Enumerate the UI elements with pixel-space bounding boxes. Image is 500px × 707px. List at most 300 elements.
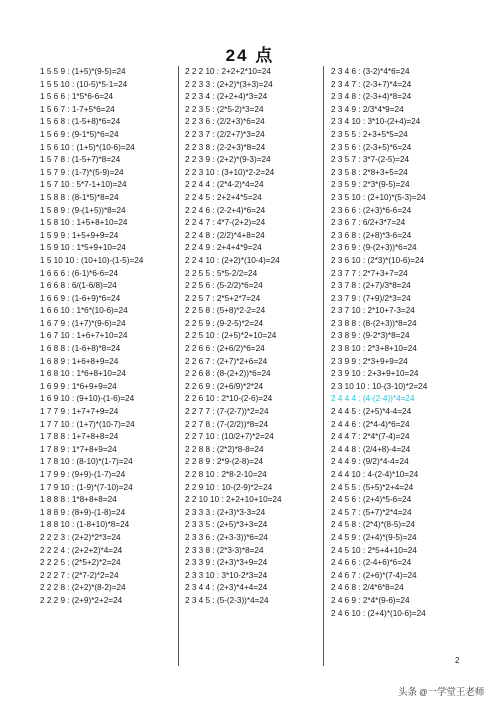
solution-expression: (2-3+5)*6=24 xyxy=(362,142,412,152)
solution-expression: 1+7+7+9=24 xyxy=(71,407,119,417)
solution-row xyxy=(185,381,335,394)
number-set: 2 2 7 7 : xyxy=(185,407,215,417)
page-number: 2 xyxy=(455,656,460,665)
solution-expression: 1*5*6-6=24 xyxy=(71,92,114,102)
solution-row xyxy=(185,255,335,268)
solution-expression: (2+4)*(9-5)=24 xyxy=(362,532,417,542)
number-set: 1 6 7 9 : xyxy=(40,318,70,328)
solution-row xyxy=(331,343,481,356)
solution-expression: 3*7-(2-5)=24 xyxy=(362,155,410,165)
solution-row xyxy=(40,142,190,155)
solution-expression: 2*7+3+7=24 xyxy=(362,268,408,278)
number-set: 1 6 6 8 : xyxy=(40,281,70,291)
number-set: 2 4 5 9 : xyxy=(331,532,361,542)
solution-expression: (2*5+2)*2=24 xyxy=(71,558,121,568)
solution-row xyxy=(185,494,335,507)
number-set: 2 3 5 10 : xyxy=(331,192,366,202)
number-set: 2 4 4 10 : xyxy=(331,470,366,479)
solution-row xyxy=(40,179,190,192)
number-set: 2 2 7 10 : xyxy=(185,432,220,442)
solution-row xyxy=(40,104,190,117)
solution-expression: 6/(1-6/8)=24 xyxy=(71,281,117,291)
solution-row xyxy=(40,507,190,520)
number-set: 2 3 3 9 : xyxy=(185,558,215,568)
number-set: 2 3 8 9 : xyxy=(331,331,361,341)
number-set: 2 2 3 4 : xyxy=(185,92,215,102)
solution-expression: (2+2+2)*4=24 xyxy=(71,545,123,555)
solution-expression: 5*7-1+10)=24 xyxy=(76,180,127,190)
solution-expression: (2-3+4)*8=24 xyxy=(362,92,412,102)
solution-row xyxy=(331,66,481,79)
solution-expression: (2+4)*5-6=24 xyxy=(362,495,412,505)
solution-expression: (2+6/2)*6=24 xyxy=(216,344,265,354)
solution-expression: 2*10-(2-6)=24 xyxy=(221,394,273,404)
solution-row xyxy=(185,330,335,343)
solution-expression: 2/4*6*8=24 xyxy=(362,583,404,593)
number-set: 1 5 6 7 : xyxy=(40,104,70,114)
solution-row xyxy=(331,91,481,104)
solution-expression: (5-2/2)*6=24 xyxy=(216,281,263,291)
solution-row xyxy=(40,66,190,79)
solution-row xyxy=(40,595,190,608)
number-set: 2 2 3 9 : xyxy=(185,155,215,165)
number-set: 2 2 6 8 : xyxy=(185,369,215,379)
solution-expression: 3*10-2*3=24 xyxy=(221,570,268,580)
solution-row xyxy=(40,91,190,104)
number-set: 1 7 8 9 : xyxy=(40,444,70,454)
solution-row xyxy=(331,104,481,117)
solution-expression: (2*4-4)*6=24 xyxy=(362,419,410,429)
solution-expression: (3+10)*2-2=24 xyxy=(221,167,275,177)
number-set: 2 3 5 6 : xyxy=(331,142,361,152)
solution-expression: (9-2-5)*2=24 xyxy=(216,318,264,328)
number-set: 2 2 5 10 : xyxy=(185,331,220,341)
solution-row xyxy=(40,557,190,570)
solution-row xyxy=(40,116,190,129)
solution-row xyxy=(331,419,481,432)
solution-expression: (8-10)*(1-7)=24 xyxy=(76,457,133,467)
solution-row xyxy=(40,406,190,419)
solution-expression: 3*10-(2+4)=24 xyxy=(367,117,421,127)
solution-expression: (2*3)*(10-6)=24 xyxy=(367,255,425,265)
number-set: 2 4 6 7 : xyxy=(331,570,361,580)
solution-row xyxy=(331,318,481,331)
number-set: 2 3 8 8 : xyxy=(331,318,361,328)
number-set: 2 4 5 7 : xyxy=(331,507,361,517)
solution-row xyxy=(40,318,190,331)
number-set: 1 5 9 9 : xyxy=(40,230,70,240)
solution-row xyxy=(331,293,481,306)
solution-row xyxy=(331,330,481,343)
solution-expression: (2+2)*(10-4)=24 xyxy=(221,255,280,265)
number-set: 1 5 8 10 : xyxy=(40,218,75,228)
number-set: 2 3 3 5 : xyxy=(185,520,215,530)
number-set: 2 4 4 4 : xyxy=(331,394,361,404)
number-set: 2 3 3 10 : xyxy=(185,570,220,580)
solution-expression: (10-5)*5-1=24 xyxy=(76,79,128,89)
solution-expression: (5+5)*2+4=24 xyxy=(362,482,414,492)
solution-row xyxy=(185,192,335,205)
number-set: 1 6 9 9 : xyxy=(40,381,70,391)
number-set: 1 6 9 10 : xyxy=(40,394,75,404)
number-set: 2 4 6 10 : xyxy=(331,608,366,618)
number-set: 2 3 4 4 : xyxy=(185,583,215,593)
number-set: 2 3 3 6 : xyxy=(185,532,215,542)
number-set: 1 7 9 10 : xyxy=(40,482,75,492)
solution-expression: (1+7)*(9-6)=24 xyxy=(71,318,126,328)
solution-row xyxy=(185,532,335,545)
solution-row xyxy=(331,557,481,570)
solution-expression: (1-5+8)*6=24 xyxy=(71,117,121,127)
number-set: 1 5 7 9 : xyxy=(40,167,70,177)
solution-expression: 1+5+9+9=24 xyxy=(71,230,119,240)
solution-row xyxy=(185,393,335,406)
column-divider xyxy=(178,66,179,666)
solution-expression: (1-5+7)*8=24 xyxy=(71,155,121,165)
number-set: 2 2 8 8 : xyxy=(185,444,215,454)
number-set: 1 5 6 10 : xyxy=(40,142,75,152)
solution-expression: 4*7-(2+2)=24 xyxy=(216,218,266,228)
number-set: 2 4 6 8 : xyxy=(331,583,361,593)
solution-row xyxy=(331,393,481,406)
number-set: 1 5 10 10 : xyxy=(40,255,79,265)
number-set: 2 2 9 10 : xyxy=(185,482,220,492)
number-set: 1 5 6 6 : xyxy=(40,92,70,102)
solution-expression: (2*4)*(8-5)=24 xyxy=(362,520,415,530)
number-set: 2 2 6 6 : xyxy=(185,344,215,354)
solution-row xyxy=(40,444,190,457)
number-set: 1 6 6 6 : xyxy=(40,268,70,278)
solution-row xyxy=(331,381,481,394)
solution-expression: (9-1*5)*6=24 xyxy=(71,129,119,139)
solution-expression: (2*2)*8-8=24 xyxy=(216,444,264,454)
solution-expression: 1*6*(10-6)=24 xyxy=(76,306,128,316)
solution-expression: (1+7)*(10-7)=24 xyxy=(76,419,135,429)
solution-expression: (2-2+3)*8=24 xyxy=(216,142,266,152)
solution-expression: 2+2+2*10=24 xyxy=(221,67,271,76)
column-divider xyxy=(323,66,324,666)
solution-row xyxy=(185,179,335,192)
number-set: 2 3 6 10 : xyxy=(331,255,366,265)
number-set: 2 2 2 7 : xyxy=(40,570,70,580)
solution-row xyxy=(185,431,335,444)
solution-expression: 2*9-(2-8)=24 xyxy=(216,457,264,467)
solution-row xyxy=(40,456,190,469)
solution-row xyxy=(185,456,335,469)
solution-expression: (9/2)*4-4=24 xyxy=(362,457,409,467)
number-set: 1 6 6 10 : xyxy=(40,306,75,316)
solution-row xyxy=(331,205,481,218)
solution-expression: 2+4+4*9=24 xyxy=(216,243,262,253)
solution-expression: (2+6)*(7-4)=24 xyxy=(362,570,417,580)
solution-expression: 2+2+10+10=24 xyxy=(225,495,282,505)
solution-expression: (2+3)*4+4=24 xyxy=(216,583,268,593)
solution-expression: 2*3+9+9=24 xyxy=(362,356,408,366)
watermark-author: 一学堂王老师 xyxy=(427,687,485,698)
number-set: 2 2 4 4 : xyxy=(185,180,215,190)
watermark-brand: 头条 xyxy=(398,687,418,698)
solution-row xyxy=(185,230,335,243)
number-set: 2 3 6 8 : xyxy=(331,230,361,240)
solution-row xyxy=(331,129,481,142)
solution-expression: 1+7+8+8=24 xyxy=(71,432,119,442)
solution-row xyxy=(40,305,190,318)
number-set: 1 7 7 9 : xyxy=(40,407,70,417)
solution-row xyxy=(331,532,481,545)
solution-row xyxy=(40,582,190,595)
solution-expression: (2+8)*3-6=24 xyxy=(362,230,412,240)
number-set: 2 2 4 9 : xyxy=(185,243,215,253)
solution-expression: (2+2)*(3+3)=24 xyxy=(216,79,273,89)
solution-row xyxy=(331,192,481,205)
solution-expression: 2+3+5*5=24 xyxy=(362,129,408,139)
solution-row xyxy=(185,557,335,570)
solution-row xyxy=(331,469,481,482)
solution-row xyxy=(331,570,481,583)
solution-row xyxy=(40,293,190,306)
number-set: 2 2 4 7 : xyxy=(185,218,215,228)
column-1 xyxy=(40,66,190,608)
solution-expression: 2*4*(9-6)=24 xyxy=(362,595,410,605)
page-title: 24 点 xyxy=(225,46,275,65)
number-set: 2 4 6 9 : xyxy=(331,595,361,605)
solution-row xyxy=(331,142,481,155)
number-set: 2 4 5 10 : xyxy=(331,545,366,555)
solution-row xyxy=(331,507,481,520)
solution-row xyxy=(185,66,335,79)
solution-expression: (7-(2/2))*8=24 xyxy=(216,419,269,429)
number-set: 2 2 2 8 : xyxy=(40,583,70,593)
solution-row xyxy=(40,393,190,406)
solution-expression: 1*5+9+10=24 xyxy=(76,243,126,253)
number-set: 1 5 8 9 : xyxy=(40,205,70,215)
solution-expression: 2+3+9+10=24 xyxy=(367,369,419,379)
solution-row xyxy=(40,280,190,293)
number-set: 2 2 4 5 : xyxy=(185,192,215,202)
solution-row xyxy=(185,268,335,281)
number-set: 2 3 4 6 : xyxy=(331,67,361,76)
number-set: 2 2 5 9 : xyxy=(185,318,215,328)
solution-expression: (2+4)*(10-6)=24 xyxy=(367,608,426,618)
number-set: 2 2 8 9 : xyxy=(185,457,215,467)
solution-expression: (2+10)*(5-3)=24 xyxy=(367,192,426,202)
solution-expression: 1+6+7+10=24 xyxy=(76,331,128,341)
solution-expression: (2+7)/3*8=24 xyxy=(362,281,411,291)
solution-row xyxy=(331,431,481,444)
number-set: 2 3 4 7 : xyxy=(331,79,361,89)
solution-row xyxy=(40,230,190,243)
solution-row xyxy=(185,242,335,255)
solution-expression: 1*6+9+9=24 xyxy=(71,381,117,391)
solution-row xyxy=(185,582,335,595)
solution-expression: 10-(3-10)*2=24 xyxy=(371,381,428,391)
number-set: 2 3 6 9 : xyxy=(331,243,361,253)
solution-row xyxy=(331,167,481,180)
solution-expression: (5-(2-3))*4=24 xyxy=(216,595,269,605)
solution-expression: 1+5+8+10=24 xyxy=(76,218,128,228)
solution-expression: 2*3*(9-5)=24 xyxy=(362,180,410,190)
solution-expression: (8+9)-(1-8)=24 xyxy=(71,507,126,517)
number-set: 1 8 8 10 : xyxy=(40,520,75,530)
number-set: 2 3 6 7 : xyxy=(331,218,361,228)
number-set: 2 4 4 8 : xyxy=(331,444,361,454)
solution-row xyxy=(40,431,190,444)
solution-expression: (8-(2+2))*6=24 xyxy=(216,369,271,379)
solution-row xyxy=(40,570,190,583)
solution-row xyxy=(40,519,190,532)
solution-expression: (9+9)-(1-7)=24 xyxy=(71,470,126,479)
solution-row xyxy=(185,318,335,331)
number-set: 2 2 4 10 : xyxy=(185,255,220,265)
solution-row xyxy=(185,167,335,180)
number-set: 1 5 8 8 : xyxy=(40,192,70,202)
solution-expression: (2+5)*3+3=24 xyxy=(216,520,268,530)
number-set: 2 3 5 9 : xyxy=(331,180,361,190)
solution-expression: (2-2+4)*6=24 xyxy=(216,205,266,215)
solution-expression: (9-(1+5))*8=24 xyxy=(71,205,126,215)
solution-row xyxy=(185,595,335,608)
solution-expression: (8-1*5)*8=24 xyxy=(71,192,119,202)
number-set: 2 3 8 10 : xyxy=(331,344,366,354)
number-set: 2 2 2 5 : xyxy=(40,558,70,568)
solution-row xyxy=(331,595,481,608)
solution-expression: (2+2+4)*3=24 xyxy=(216,92,268,102)
number-set: 2 2 4 8 : xyxy=(185,230,215,240)
number-set: 2 3 4 8 : xyxy=(331,92,361,102)
solution-row xyxy=(185,280,335,293)
solution-row xyxy=(185,545,335,558)
solution-row xyxy=(331,79,481,92)
number-set: 2 3 7 7 : xyxy=(331,268,361,278)
solution-row xyxy=(40,167,190,180)
solution-row xyxy=(185,368,335,381)
solution-row xyxy=(331,582,481,595)
solution-expression: (2*7-2)*2=24 xyxy=(71,570,119,580)
solution-row xyxy=(331,242,481,255)
solution-row xyxy=(185,482,335,495)
solution-row xyxy=(40,154,190,167)
number-set: 2 2 6 7 : xyxy=(185,356,215,366)
solution-expression: 2/3*4*9=24 xyxy=(362,104,404,114)
number-set: 2 2 5 8 : xyxy=(185,306,215,316)
solution-row xyxy=(40,494,190,507)
number-set: 1 5 7 8 : xyxy=(40,155,70,165)
solution-row xyxy=(185,406,335,419)
solution-expression: 2*5+2*7=24 xyxy=(216,293,261,303)
number-set: 2 3 9 10 : xyxy=(331,369,366,379)
number-set: 2 4 4 9 : xyxy=(331,457,361,467)
solution-expression: (1-8+10)*8=24 xyxy=(76,520,130,530)
solution-row xyxy=(40,469,190,482)
solution-row xyxy=(40,532,190,545)
number-set: 1 7 7 10 : xyxy=(40,419,75,429)
solution-row xyxy=(40,217,190,230)
solution-row xyxy=(331,368,481,381)
number-set: 2 2 2 4 : xyxy=(40,545,70,555)
solution-expression: (1-9)*(7-10)=24 xyxy=(76,482,133,492)
watermark-at: @ xyxy=(417,688,428,697)
solution-expression: 6/2+3*7=24 xyxy=(362,218,406,228)
number-set: 1 6 7 10 : xyxy=(40,331,75,341)
number-set: 2 2 6 9 : xyxy=(185,381,215,391)
solution-expression: (2/4+8)-4=24 xyxy=(362,444,411,454)
number-set: 1 7 8 8 : xyxy=(40,432,70,442)
number-set: 1 6 8 8 : xyxy=(40,344,70,354)
number-set: 2 2 4 6 : xyxy=(185,205,215,215)
solution-row xyxy=(185,444,335,457)
number-set: 1 8 8 8 : xyxy=(40,495,70,505)
solution-row xyxy=(331,217,481,230)
number-set: 2 3 3 8 : xyxy=(185,545,215,555)
solution-expression: (3-2)*4*6=24 xyxy=(362,67,410,76)
solution-expression: 1+6+8+9=24 xyxy=(71,356,119,366)
number-set: 1 5 9 10 : xyxy=(40,243,75,253)
number-set: 2 4 4 5 : xyxy=(331,407,361,417)
solution-row xyxy=(40,255,190,268)
number-set: 1 6 8 10 : xyxy=(40,369,75,379)
solution-expression: (2*5-2)*3=24 xyxy=(216,104,264,114)
solution-row xyxy=(185,129,335,142)
solution-row xyxy=(185,154,335,167)
solution-expression: (2+9)*2+2=24 xyxy=(71,595,123,605)
solution-expression: (2*4-2)*4=24 xyxy=(216,180,264,190)
number-set: 2 2 2 3 : xyxy=(40,532,70,542)
number-set: 2 4 6 6 : xyxy=(331,558,361,568)
solution-row xyxy=(185,91,335,104)
solution-row xyxy=(331,608,481,621)
solution-row xyxy=(185,469,335,482)
solution-expression: (2+7)*2+6=24 xyxy=(216,356,268,366)
number-set: 2 2 6 10 : xyxy=(185,394,220,404)
solution-row xyxy=(185,116,335,129)
solution-row xyxy=(331,305,481,318)
solution-row xyxy=(185,104,335,117)
number-set: 2 3 4 10 : xyxy=(331,117,366,127)
number-set: 1 5 5 10 : xyxy=(40,79,75,89)
solution-expression: (2-3+7)*4=24 xyxy=(362,79,412,89)
solution-row xyxy=(185,356,335,369)
number-set: 2 3 7 10 : xyxy=(331,306,366,316)
solution-row xyxy=(331,280,481,293)
solution-row xyxy=(40,79,190,92)
solution-row xyxy=(185,142,335,155)
solution-row xyxy=(40,192,190,205)
solution-expression: (2/2)*4+8=24 xyxy=(216,230,265,240)
watermark xyxy=(398,684,484,698)
solution-expression: (9-2*3)*8=24 xyxy=(362,331,410,341)
solution-row xyxy=(40,268,190,281)
number-set: 2 3 3 3 : xyxy=(185,507,215,517)
solution-expression: (2*3-3)*8=24 xyxy=(216,545,264,555)
solution-expression: 2*4*(7-4)=24 xyxy=(362,432,410,442)
number-set: 2 3 6 6 : xyxy=(331,205,361,215)
number-set: 2 2 8 10 : xyxy=(185,470,220,479)
solution-expression: 1*7+8+9=24 xyxy=(71,444,117,454)
solution-expression: (1+5)*(9-5)=24 xyxy=(71,67,126,76)
solution-expression: (2+3)*3-3=24 xyxy=(216,507,266,517)
solution-row xyxy=(331,545,481,558)
solution-expression: 2+2+4*5=24 xyxy=(216,192,262,202)
solution-row xyxy=(40,545,190,558)
number-set: 2 2 3 7 : xyxy=(185,129,215,139)
solution-row xyxy=(40,242,190,255)
solution-expression: (2+2)*(8-2)=24 xyxy=(71,583,126,593)
number-set: 2 3 5 5 : xyxy=(331,129,361,139)
solution-row xyxy=(185,293,335,306)
solution-row xyxy=(185,570,335,583)
number-set: 2 2 10 10 : xyxy=(185,495,224,505)
number-set: 1 7 8 10 : xyxy=(40,457,75,467)
